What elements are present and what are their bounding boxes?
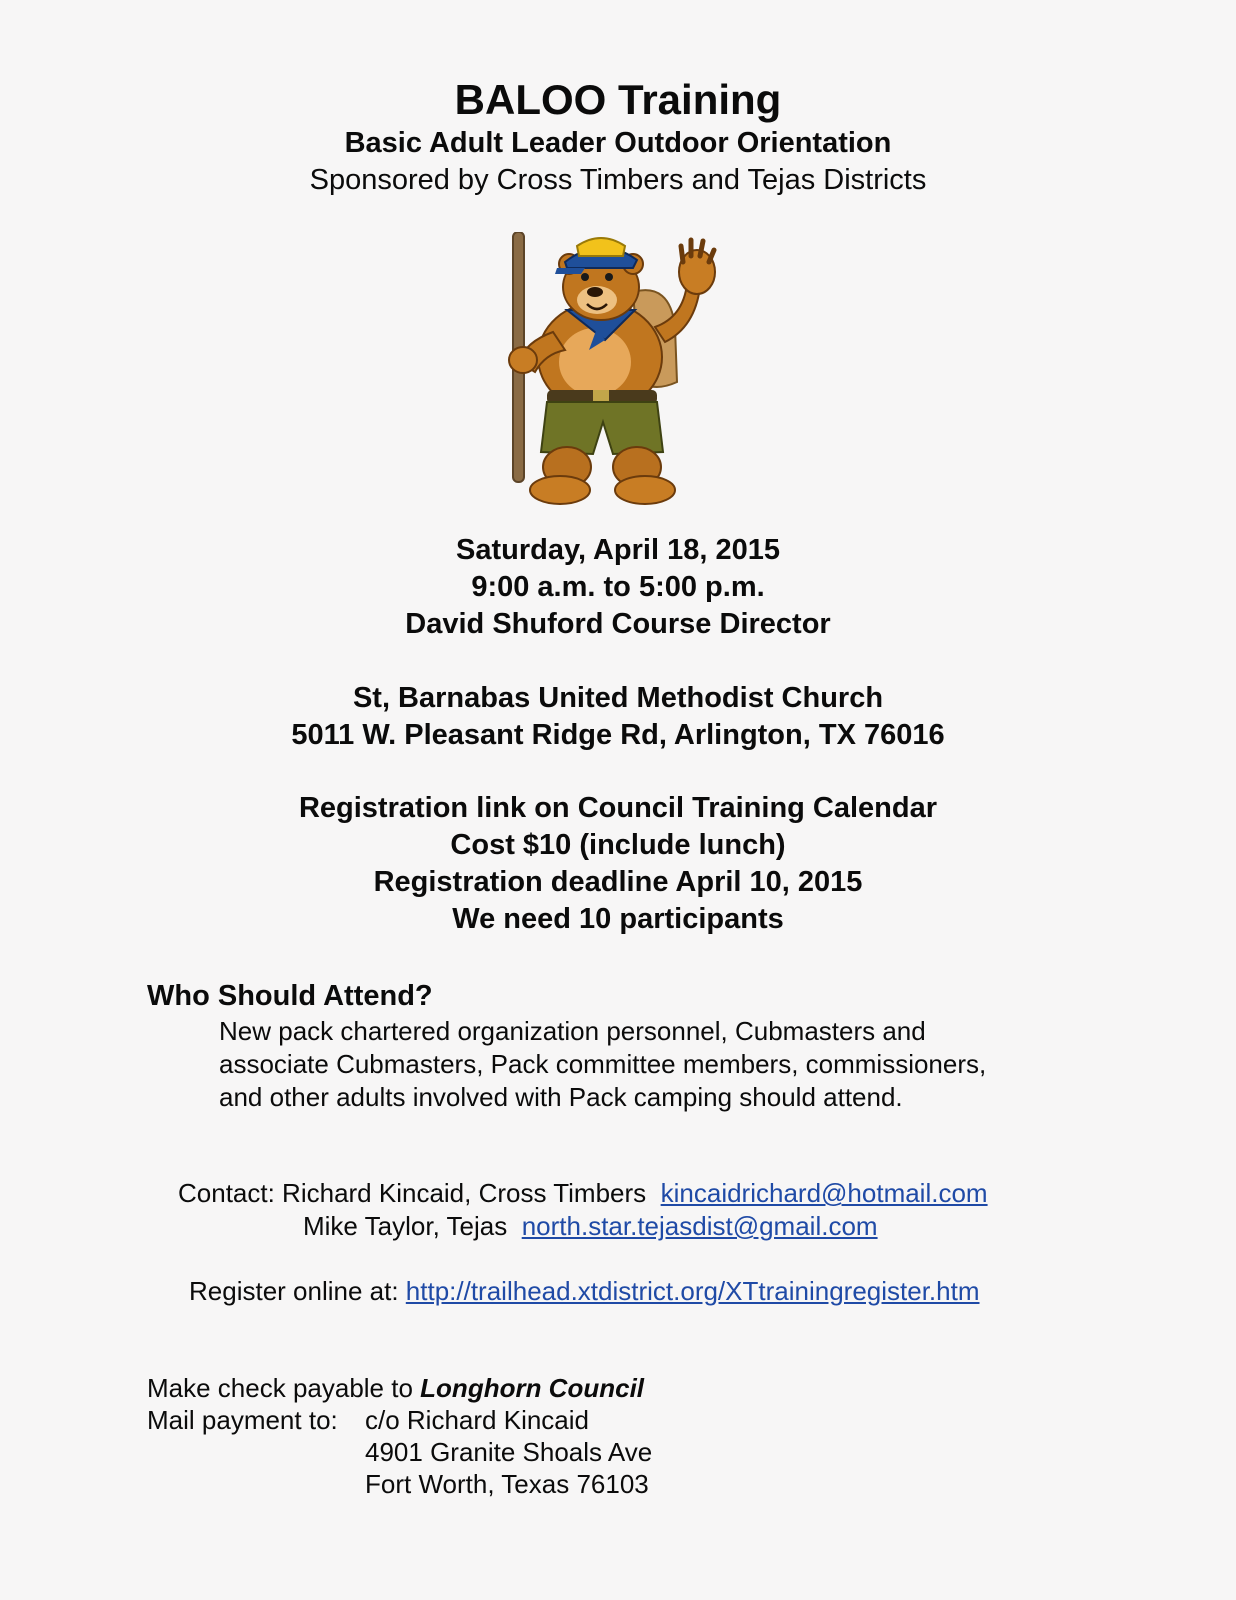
event-time: 9:00 a.m. to 5:00 p.m. — [471, 571, 765, 603]
register-online-link[interactable]: http://trailhead.xtdistrict.org/XTtrainingregister.htm — [405, 1276, 980, 1306]
registration-link-note: Registration link on Council Training Calendar — [298, 792, 938, 824]
who-line: and other adults involved with Pack camping should attend. — [219, 1082, 903, 1112]
mail-address-line: 4901 Granite Shoals Ave — [365, 1437, 653, 1467]
mail-payment-label: Mail payment to: — [147, 1405, 338, 1435]
event-date: Saturday, April 18, 2015 — [456, 534, 780, 566]
payment-instructions — [147, 1372, 652, 1500]
participants-needed: We need 10 participants — [452, 903, 784, 935]
mail-address-line: c/o Richard Kincaid — [365, 1405, 589, 1435]
who-should-attend-heading: Who Should Attend? — [147, 980, 433, 1012]
register-online-label: Register online at: — [189, 1276, 399, 1306]
check-payable-line — [147, 1372, 652, 1404]
location-address: 5011 W. Pleasant Ridge Rd, Arlington, TX 76016 — [291, 719, 945, 751]
sponsor-line: Sponsored by Cross Timbers and Tejas Districts — [309, 164, 927, 196]
check-payable-label: Make check payable to — [147, 1373, 413, 1403]
contact-mike — [303, 1210, 878, 1243]
cub-scout-bear-mascot-icon — [505, 232, 735, 512]
registration-cost: Cost $10 (include lunch) — [450, 829, 786, 861]
event-details — [0, 532, 1236, 643]
payee-name: Longhorn Council — [420, 1373, 645, 1403]
event-location — [0, 680, 1236, 754]
who-should-attend-body — [219, 1015, 1099, 1114]
contact-label: Contact: Richard Kincaid, Cross Timbers — [178, 1178, 647, 1208]
mail-address-line: Fort Worth, Texas 76103 — [365, 1469, 649, 1499]
contact-richard — [178, 1177, 988, 1210]
registration-info — [0, 790, 1236, 938]
contact-email-link[interactable]: kincaidrichard@hotmail.com — [660, 1178, 988, 1208]
page-subtitle: Basic Adult Leader Outdoor Orientation — [344, 127, 892, 159]
location-name: St, Barnabas United Methodist Church — [352, 682, 884, 714]
registration-deadline: Registration deadline April 10, 2015 — [373, 866, 863, 898]
mail-payment-line — [147, 1404, 652, 1436]
course-director: David Shuford Course Director — [405, 608, 831, 640]
contact-label: Mike Taylor, Tejas — [303, 1211, 508, 1241]
who-line: associate Cubmasters, Pack committee members, commissioners, — [219, 1049, 987, 1079]
register-online — [189, 1275, 980, 1308]
contact-email-link[interactable]: north.star.tejasdist@gmail.com — [521, 1211, 878, 1241]
who-line: New pack chartered organization personnel, Cubmasters and — [219, 1016, 926, 1046]
page-title: BALOO Training — [454, 76, 782, 123]
